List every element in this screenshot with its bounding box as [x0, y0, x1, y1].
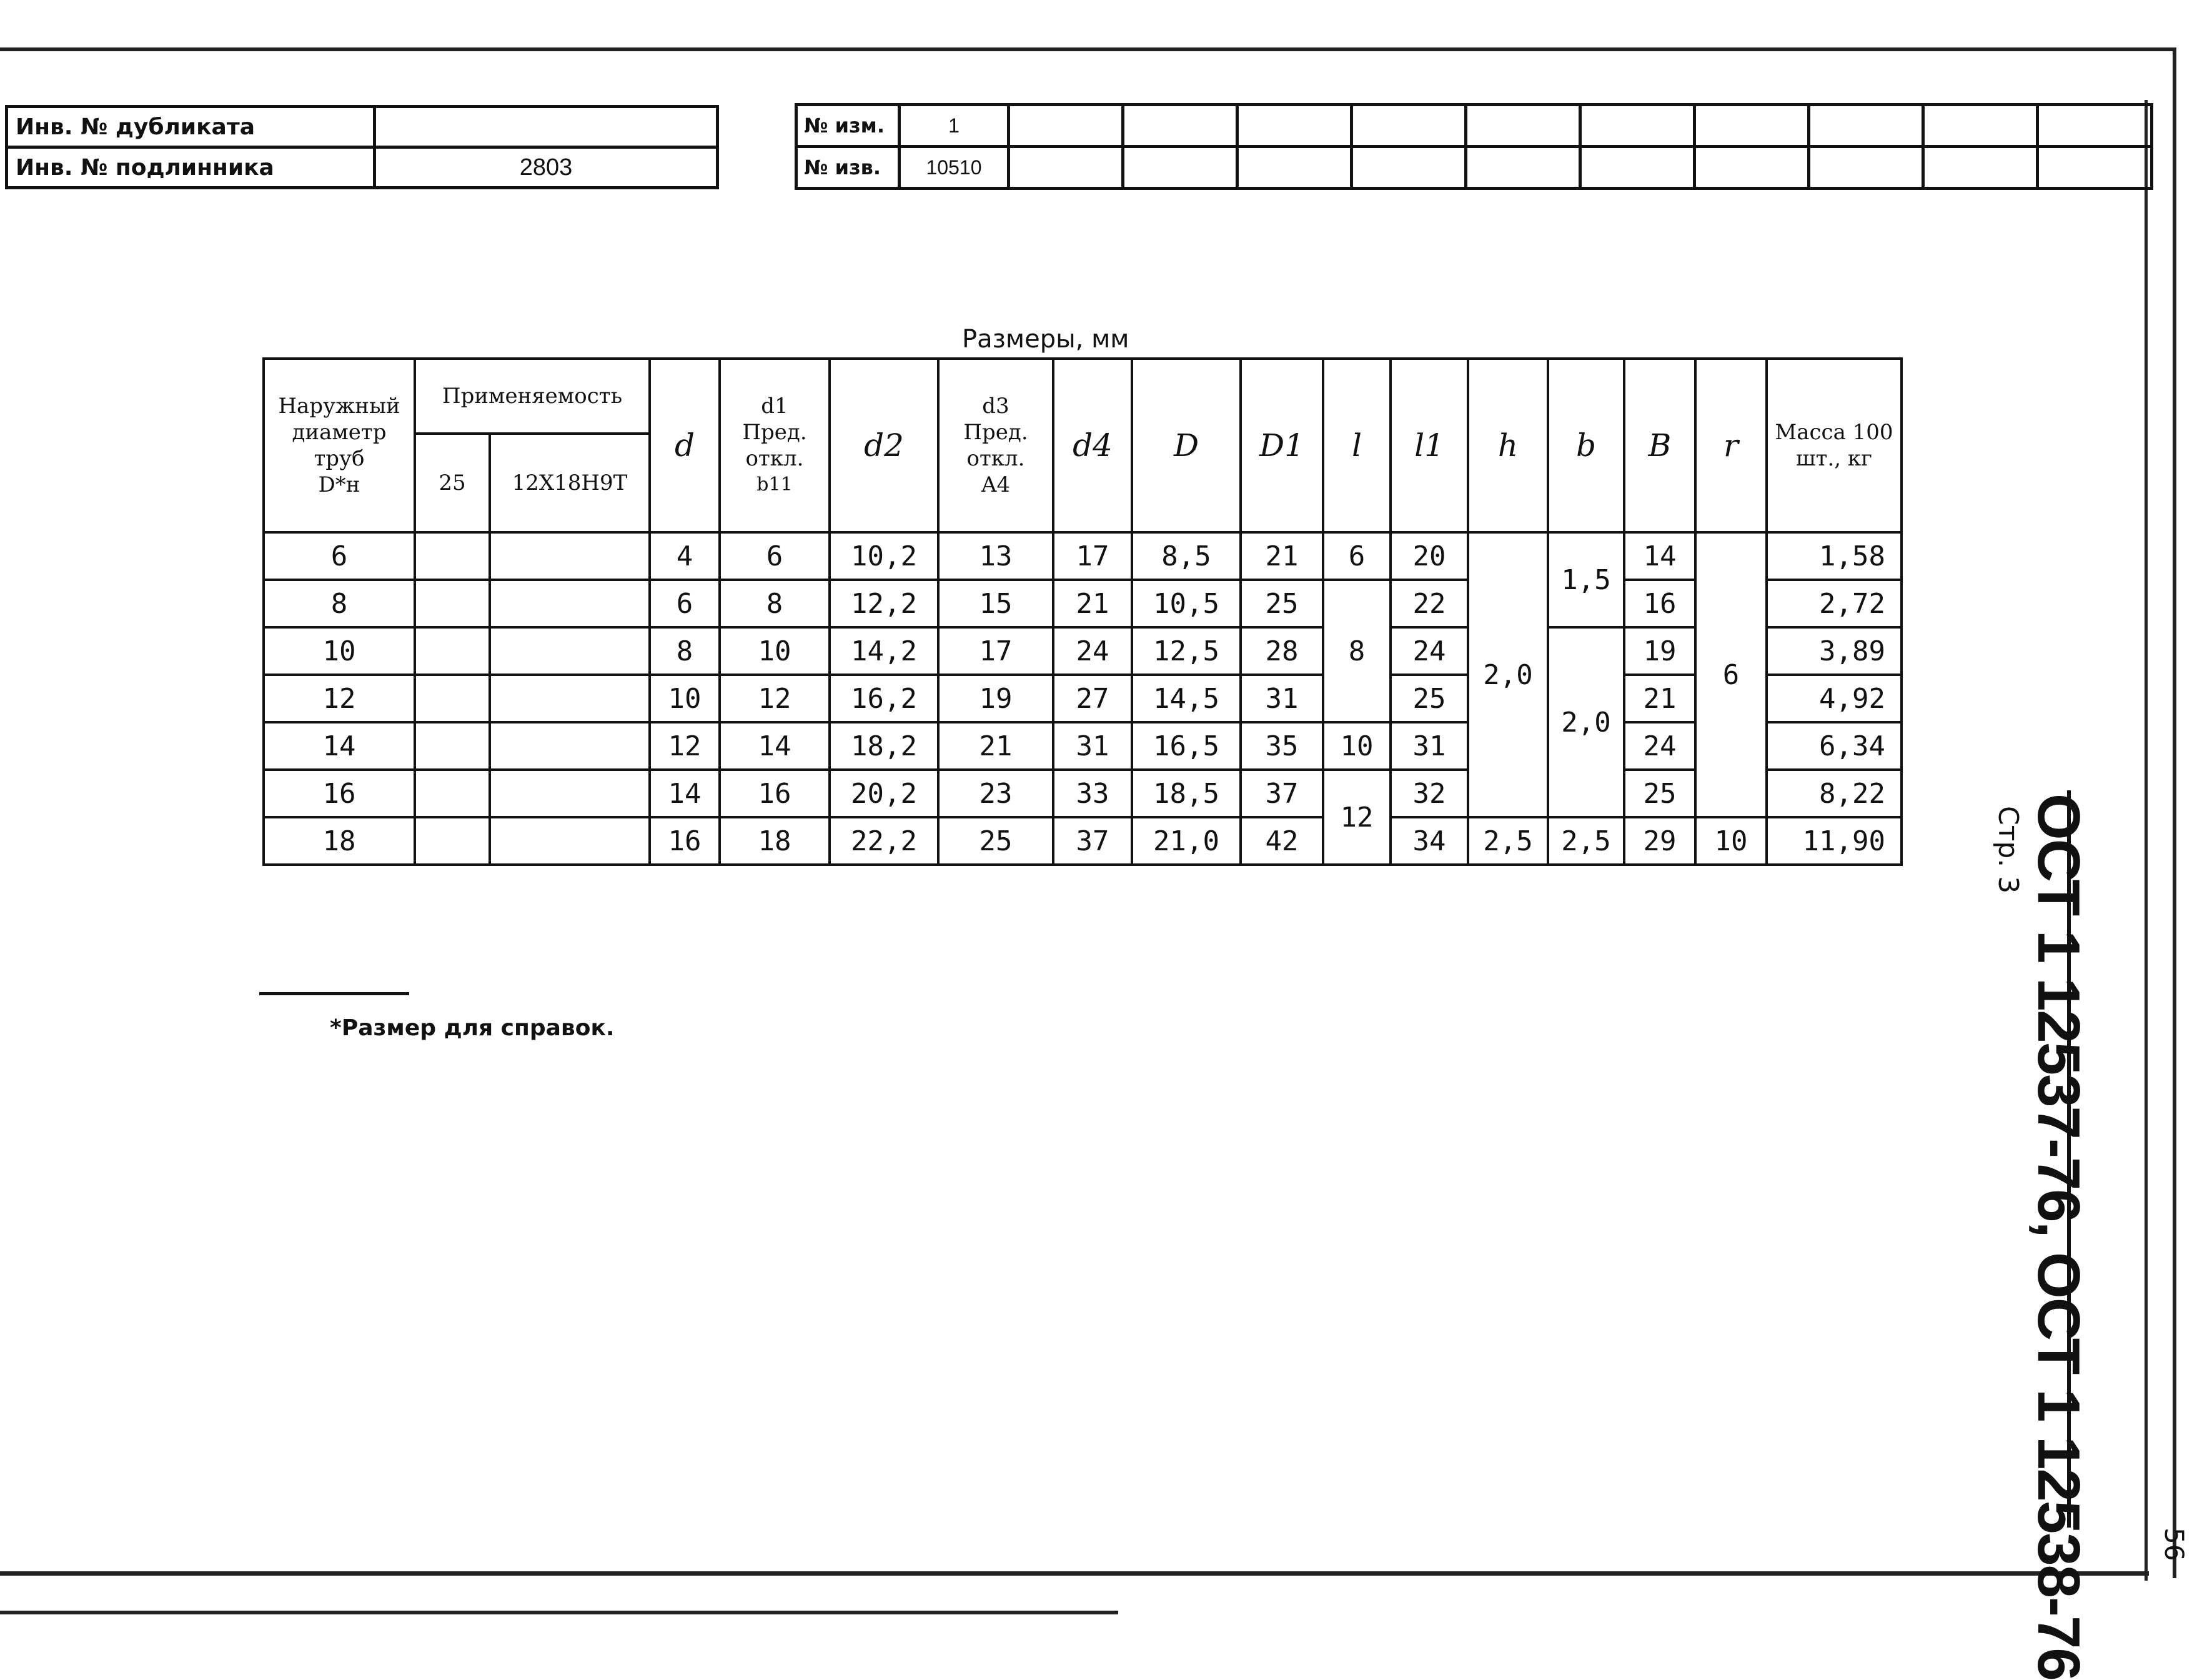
cell-d: 6 [650, 580, 720, 627]
header-d1-note: Пред. откл. [742, 420, 807, 471]
cell-d3: 25 [938, 817, 1053, 865]
cell-applicability-25 [415, 675, 490, 722]
table-row [264, 722, 1902, 770]
cell-d3: 17 [938, 627, 1053, 675]
cell-l1: 34 [1391, 817, 1468, 865]
cell-D: 14,5 [1132, 675, 1241, 722]
cell-l: 10 [1323, 722, 1391, 770]
inner-frame-right-line [2145, 100, 2148, 1581]
footnote-rule [259, 992, 409, 995]
cell-applicability-25 [415, 627, 490, 675]
cell-d3: 23 [938, 770, 1053, 817]
header-d3-tolerance: A4 [981, 472, 1011, 497]
header-D1: D1 [1241, 359, 1323, 532]
stamp-cell [1352, 105, 1466, 147]
cell-d2: 20,2 [830, 770, 938, 817]
table-row [264, 675, 1902, 722]
cell-D: 8,5 [1132, 532, 1241, 580]
stamp-cell [1123, 105, 1237, 147]
stamp-cell [1237, 105, 1352, 147]
frame-right-line [2173, 47, 2176, 1578]
cell-d2: 14,2 [830, 627, 938, 675]
cell-mass: 3,89 [1767, 627, 1902, 675]
cell-d2: 12,2 [830, 580, 938, 627]
cell-B: 16 [1624, 580, 1695, 627]
cell-d4: 24 [1053, 627, 1132, 675]
cell-D: 21,0 [1132, 817, 1241, 865]
cell-d4: 33 [1053, 770, 1132, 817]
cell-D1: 21 [1241, 532, 1323, 580]
header-d1-tolerance: b11 [756, 474, 793, 495]
cell-applicability-steel [490, 722, 650, 770]
header-l1: l1 [1391, 359, 1468, 532]
cell-d3: 13 [938, 532, 1053, 580]
stamp-cell [1123, 147, 1237, 189]
header-D: D [1132, 359, 1241, 532]
cell-applicability-steel [490, 532, 650, 580]
cell-b: 2,0 [1548, 627, 1624, 817]
header-applicability-steel: 12Х18Н9Т [490, 434, 650, 532]
header-h: h [1468, 359, 1548, 532]
original-inv-value: 2803 [375, 147, 718, 188]
cell-applicability-steel [490, 817, 650, 865]
header-r: r [1695, 359, 1767, 532]
cell-D: 12,5 [1132, 627, 1241, 675]
cell-r: 6 [1695, 532, 1767, 817]
cell-d1: 8 [720, 580, 830, 627]
frame-bottom-line [0, 1571, 2149, 1576]
cell-l: 12 [1323, 770, 1391, 865]
stamp-cell [1809, 105, 1923, 147]
stamp-cell [1923, 147, 2038, 189]
header-d2: d2 [830, 359, 938, 532]
cell-d1: 18 [720, 817, 830, 865]
cell-d1: 16 [720, 770, 830, 817]
side-label [1992, 793, 2093, 1680]
table-row [264, 627, 1902, 675]
cell-d2: 18,2 [830, 722, 938, 770]
cell-d4: 27 [1053, 675, 1132, 722]
cell-d4: 21 [1053, 580, 1132, 627]
cell-d4: 31 [1053, 722, 1132, 770]
stamp-cell [1695, 105, 1809, 147]
cell-l1: 20 [1391, 532, 1468, 580]
cell-applicability-25 [415, 532, 490, 580]
frame-bottom-line-secondary [0, 1611, 1118, 1614]
cell-outer-diameter: 18 [264, 817, 415, 865]
cell-d3: 15 [938, 580, 1053, 627]
header-applicability-25: 25 [415, 434, 490, 532]
header-d4: d4 [1053, 359, 1132, 532]
stamp-cell [2038, 105, 2152, 147]
table-row [264, 817, 1902, 865]
cell-h: 2,0 [1468, 532, 1548, 817]
cell-applicability-steel [490, 675, 650, 722]
cell-d1: 10 [720, 627, 830, 675]
cell-outer-diameter: 10 [264, 627, 415, 675]
cell-d2: 16,2 [830, 675, 938, 722]
cell-outer-diameter: 12 [264, 675, 415, 722]
cell-mass: 6,34 [1767, 722, 1902, 770]
cell-l1: 22 [1391, 580, 1468, 627]
cell-l: 8 [1323, 580, 1391, 722]
cell-d: 10 [650, 675, 720, 722]
cell-D: 10,5 [1132, 580, 1241, 627]
header-applicability: Применяемость [415, 359, 650, 434]
header-diameter-symbol: D*н [318, 472, 360, 497]
cell-applicability-25 [415, 580, 490, 627]
cell-mass: 8,22 [1767, 770, 1902, 817]
frame-top-line [0, 47, 2174, 51]
footnote: *Размер для справок. [330, 1015, 615, 1041]
cell-outer-diameter: 6 [264, 532, 415, 580]
header-l: l [1323, 359, 1391, 532]
cell-l1: 32 [1391, 770, 1468, 817]
notice-number-label: № изв. [796, 147, 900, 189]
dimensions-table [262, 357, 1903, 866]
stamp-cell [1009, 147, 1123, 189]
cell-B: 21 [1624, 675, 1695, 722]
cell-B: 25 [1624, 770, 1695, 817]
table-row [264, 580, 1902, 627]
page-number: 56 [2159, 1528, 2190, 1561]
header-d1-symbol: d1 [761, 394, 788, 419]
duplicate-inv-value [375, 107, 718, 147]
cell-D1: 31 [1241, 675, 1323, 722]
table-row [264, 770, 1902, 817]
change-number-label: № изм. [796, 105, 900, 147]
inventory-stamp [5, 105, 719, 189]
cell-d2: 22,2 [830, 817, 938, 865]
dimensions-table-body [264, 532, 1902, 865]
cell-outer-diameter: 8 [264, 580, 415, 627]
cell-D1: 42 [1241, 817, 1323, 865]
cell-d2: 10,2 [830, 532, 938, 580]
cell-l1: 24 [1391, 627, 1468, 675]
header-d3 [938, 359, 1053, 532]
header-diameter-label: Наружный диаметр труб [278, 394, 400, 471]
cell-d1: 12 [720, 675, 830, 722]
cell-B: 24 [1624, 722, 1695, 770]
stamp-cell [2038, 147, 2152, 189]
cell-d3: 21 [938, 722, 1053, 770]
cell-applicability-steel [490, 627, 650, 675]
cell-d: 16 [650, 817, 720, 865]
cell-D1: 25 [1241, 580, 1323, 627]
notice-number-value: 10510 [900, 147, 1009, 189]
cell-D1: 37 [1241, 770, 1323, 817]
page-label: Стр. 3 [1992, 806, 2024, 894]
cell-mass: 11,90 [1767, 817, 1902, 865]
cell-h: 2,5 [1468, 817, 1548, 865]
cell-B: 19 [1624, 627, 1695, 675]
header-diameter [264, 359, 415, 532]
cell-d: 12 [650, 722, 720, 770]
header-B: B [1624, 359, 1695, 532]
cell-d4: 17 [1053, 532, 1132, 580]
cell-d1: 6 [720, 532, 830, 580]
stamp-cell [1695, 147, 1809, 189]
cell-d1: 14 [720, 722, 830, 770]
stamp-cell [1809, 147, 1923, 189]
stamp-cell [1580, 105, 1695, 147]
header-d3-note: Пред. откл. [963, 420, 1028, 471]
cell-applicability-25 [415, 817, 490, 865]
cell-outer-diameter: 14 [264, 722, 415, 770]
cell-mass: 2,72 [1767, 580, 1902, 627]
table-row [264, 532, 1902, 580]
stamp-cell [1580, 147, 1695, 189]
cell-d: 8 [650, 627, 720, 675]
revision-stamp [795, 103, 2153, 190]
cell-D1: 28 [1241, 627, 1323, 675]
stamp-cell [1923, 105, 2038, 147]
stamp-cell [1466, 147, 1580, 189]
header-d3-symbol: d3 [982, 394, 1009, 419]
cell-l1: 31 [1391, 722, 1468, 770]
cell-applicability-25 [415, 722, 490, 770]
cell-D: 16,5 [1132, 722, 1241, 770]
header-d: d [650, 359, 720, 532]
cell-r: 10 [1695, 817, 1767, 865]
cell-applicability-25 [415, 770, 490, 817]
cell-mass: 1,58 [1767, 532, 1902, 580]
stamp-cell [1466, 105, 1580, 147]
stamp-cell [1009, 105, 1123, 147]
cell-d: 14 [650, 770, 720, 817]
cell-d4: 37 [1053, 817, 1132, 865]
cell-b: 1,5 [1548, 532, 1624, 627]
header-mass: Масса 100 шт., кг [1767, 359, 1902, 532]
header-b: b [1548, 359, 1624, 532]
header-d1 [720, 359, 830, 532]
cell-D: 18,5 [1132, 770, 1241, 817]
change-number-value: 1 [900, 105, 1009, 147]
cell-mass: 4,92 [1767, 675, 1902, 722]
cell-d: 4 [650, 532, 720, 580]
stamp-cell [1352, 147, 1466, 189]
cell-applicability-steel [490, 770, 650, 817]
duplicate-inv-label: Инв. № дубликата [7, 107, 375, 147]
standard-code: ОСТ 1 12537-76, ОСТ 1 12538-76 [2025, 793, 2092, 1680]
cell-B: 29 [1624, 817, 1695, 865]
cell-B: 14 [1624, 532, 1695, 580]
cell-D1: 35 [1241, 722, 1323, 770]
cell-d3: 19 [938, 675, 1053, 722]
table-caption: Размеры, мм [962, 325, 1129, 354]
original-inv-label: Инв. № подлинника [7, 147, 375, 188]
cell-applicability-steel [490, 580, 650, 627]
cell-l: 6 [1323, 532, 1391, 580]
cell-l1: 25 [1391, 675, 1468, 722]
stamp-cell [1237, 147, 1352, 189]
cell-outer-diameter: 16 [264, 770, 415, 817]
cell-b: 2,5 [1548, 817, 1624, 865]
